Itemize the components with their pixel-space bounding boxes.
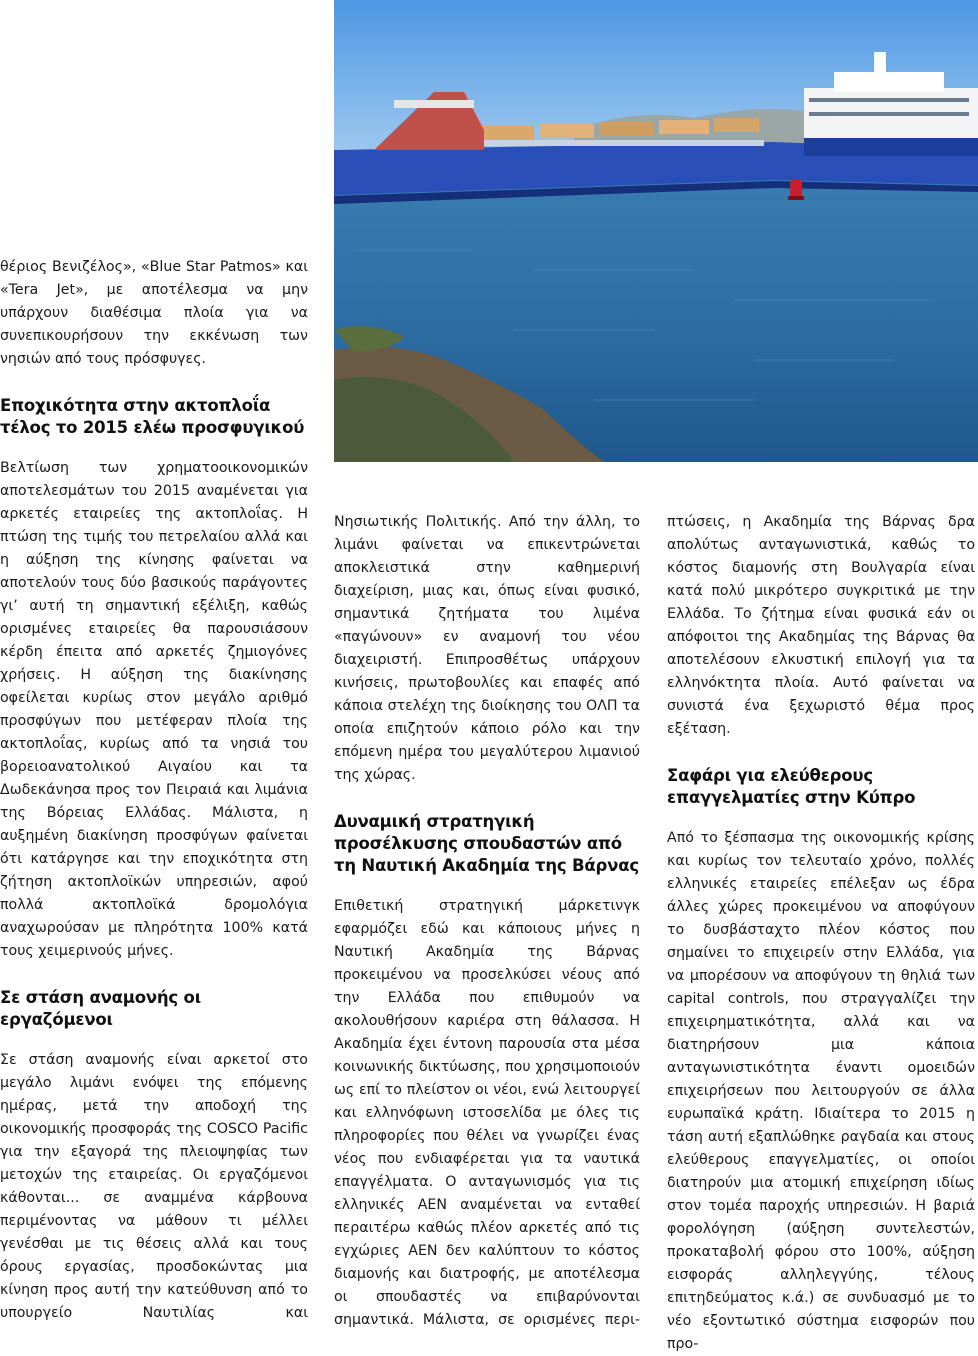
column-2 [334, 511, 640, 1332]
column-3 [667, 511, 975, 1356]
paragraph: Από το ξέσπασμα της οικονομικής κρίσης και κυρίως τον τελευταίο χρόνο, πολλές ελληνικές εταιρείες επέλεξαν ως έδρα άλλες χώρες προκειμένου να αποφύγουν το δυσβάσταχτο πλέον κόστος που σημαίνει το επιχειρείν στην Ελλάδα, για να μπορέσουν να αποφύγουν τη θηλιά των capital controls, που στραγγαλίζει την επιχειρηματικότητα, αλλά και να διατηρήσουν μια κάποια ανταγωνιστικότητα έναντι ομοειδών επιχειρήσεων που λειτουργούν σε άλλα ευρωπαϊκά κράτη. Ιδιαίτερα το 2015 η τάση αυτή εξαπλώθηκε ραγδαία και στους ελεύθερους επαγγελματίες, οι οποίοι διατηρούν μια ατομική επιχείρηση ιδίως στον τομέα παροχής υπηρεσιών. Η βαριά φορολόγηση (αύξηση συντελεστών, προκαταβολή φόρου στο 100%, αύξηση εισφοράς αλληλεγγύης, τέλους επιτηδεύματος κ.ά.) σε συνδυασμό με το νέο εξοντωτικό σύστημα εισφορών που προ- [667, 830, 975, 1352]
section-heading: Σαφάρι για ελεύθερους επαγγελματίες στην Κύπρο [667, 766, 916, 807]
paragraph: Βελτίωση των χρηματοοικονομικών αποτελεσμάτων του 2015 αναμένεται για αρκετές εταιρείες της ακτοπλοΐας. Η πτώση της τιμής του πετρελαίου αλλά και η αύξηση της κίνησης φαίνεται να αποτελούν τους δύο βασικούς παράγοντες γι’ αυτή τη σημαντική εξέλιξη, καθώς ορισμένες εταιρείες θα παρουσιάσουν κέρδη έπειτα από αρκετές ζημιογόνες χρήσεις. Η αύξηση της διακίνησης οφείλεται κυρίως στον μεγάλο αριθμό προσφύγων που μετέφεραν πλοία της ακτοπλοΐας, κυρίως από τα νησιά του βορειοανατολικού Αιγαίου και τα Δωδεκάνησα προς τον Πειραιά και λιμάνια της Βόρειας Ελλάδας. Μάλιστα, η αυξημένη διακίνηση προσφύγων φαίνεται ότι κατάργησε και την εποχικότητα στη ζήτηση ακτοπλοϊκών υπηρεσιών, αφού πολλά ακτοπλοϊκά δρομολόγια αναχωρούσαν με πληρότητα 100% κατά τους χειμερινούς μήνες. [0, 460, 308, 959]
section-heading: Εποχικότητα στην ακτοπλοΐα τέλος το 2015 ελέω προσφυγικού [0, 396, 305, 437]
column-1 [0, 256, 308, 1325]
paragraph: Επιθετική στρατηγική μάρκετινγκ εφαρμόζει εδώ και κάποιους μήνες η Ναυτική Ακαδημία της Βάρνας προκειμένου να προσελκύσει νέους από την Ελλάδα που επιθυμούν να ακολουθήσουν καριέρα στη θάλασσα. Η Ακαδημία έχει έντονη παρουσία στα μέσα κοινωνικής δικτύωσης, που χρησιμοποιούν ως επί το πλείστον οι νέοι, ενώ λειτουργεί και ελληνόφωνη ιστοσελίδα με όλες τις πληροφορίες που θέλει να γνωρίζει ένας νέος που ενδιαφέρεται για τα ναυτικά επαγγέλματα. Ο ανταγωνισμός για τις ελληνικές ΑΕΝ αναμένεται να ενταθεί περαιτέρω καθώς πλέον αρκετές από τις εγχώριες ΑΕΝ δεν καλύπτουν το κόστος διαμονής και διατροφής, με αποτέλεσμα οι σπουδαστές να επιβαρύνονται σημαντικά. Μάλιστα, σε ορισμένες περι- [334, 898, 640, 1328]
paragraph: Νησιωτικής Πολιτικής. Από την άλλη, το λιμάνι φαίνεται να επικεντρώνεται αποκλειστικά στην καθημερινή διαχείριση, μιας και, όπως είναι φυσικό, σημαντικά ζητήματα του λιμένα «παγώνουν» εν αναμονή του νέου διαχειριστή. Επιπροσθέτως υπάρχουν κινήσεις, πρωτοβουλίες και επαφές από κάποια στελέχη της διοίκησης του ΟΛΠ τα οποία επιζητούν κάποιο ρόλο και την επόμενη ημέρα του μεγαλύτερου λιμανιού της χώρας. [334, 514, 640, 783]
paragraph: Σε στάση αναμονής είναι αρκετοί στο μεγάλο λιμάνι ενόψει της επόμενης ημέρας, μετά την αποδοχή της οικονομικής προσφοράς της COSCO Pacific για την εξαγορά της πλειοψηφίας των μετοχών της εταιρείας. Οι εργαζόμενοι κάθονται... σε αναμμένα κάρβουνα περιμένοντας να μάθουν τι μέλλει γενέσθαι με τις θέσεις αλλά και τους όρους εργασίας, προσδοκώντας μια κίνηση προς αυτή την κατεύθυνση από το υπουργείο Ναυτιλίας και [0, 1052, 308, 1321]
buoy [788, 180, 804, 200]
section-heading: Δυναμική στρατηγική προσέλκυσης σπουδαστών από τη Ναυτική Ακαδημία της Βάρνας [334, 812, 639, 875]
paragraph: θέριος Βενιζέλος», «Blue Star Patmos» και «Tera Jet», με αποτέλεσμα να μην υπάρχουν διαθέσιμα πλοία για να συνεπικουρήσουν την εκκένωση των νησιών από τους πρόσφυγες. [0, 259, 308, 367]
harbor-photo [334, 0, 978, 462]
paragraph: πτώσεις, η Ακαδημία της Βάρνας δρα απολύτως ανταγωνιστικά, καθώς το κόστος διαμονής στη Βουλγαρία είναι κατά πολύ μικρότερο συγκριτικά με την Ελλάδα. Το ζήτημα είναι φυσικά εάν οι απόφοιτοι της Ακαδημίας της Βάρνας θα αποτελέσουν ελκυστική επιλογή για τα ελληνόκτητα πλοία. Αυτό φαίνεται να συνιστά ένα ξεχωριστό θέμα προς εξέταση. [667, 514, 975, 737]
harbor-scene [334, 0, 978, 462]
section-heading: Σε στάση αναμονής οι εργαζόμενοι [0, 988, 201, 1029]
